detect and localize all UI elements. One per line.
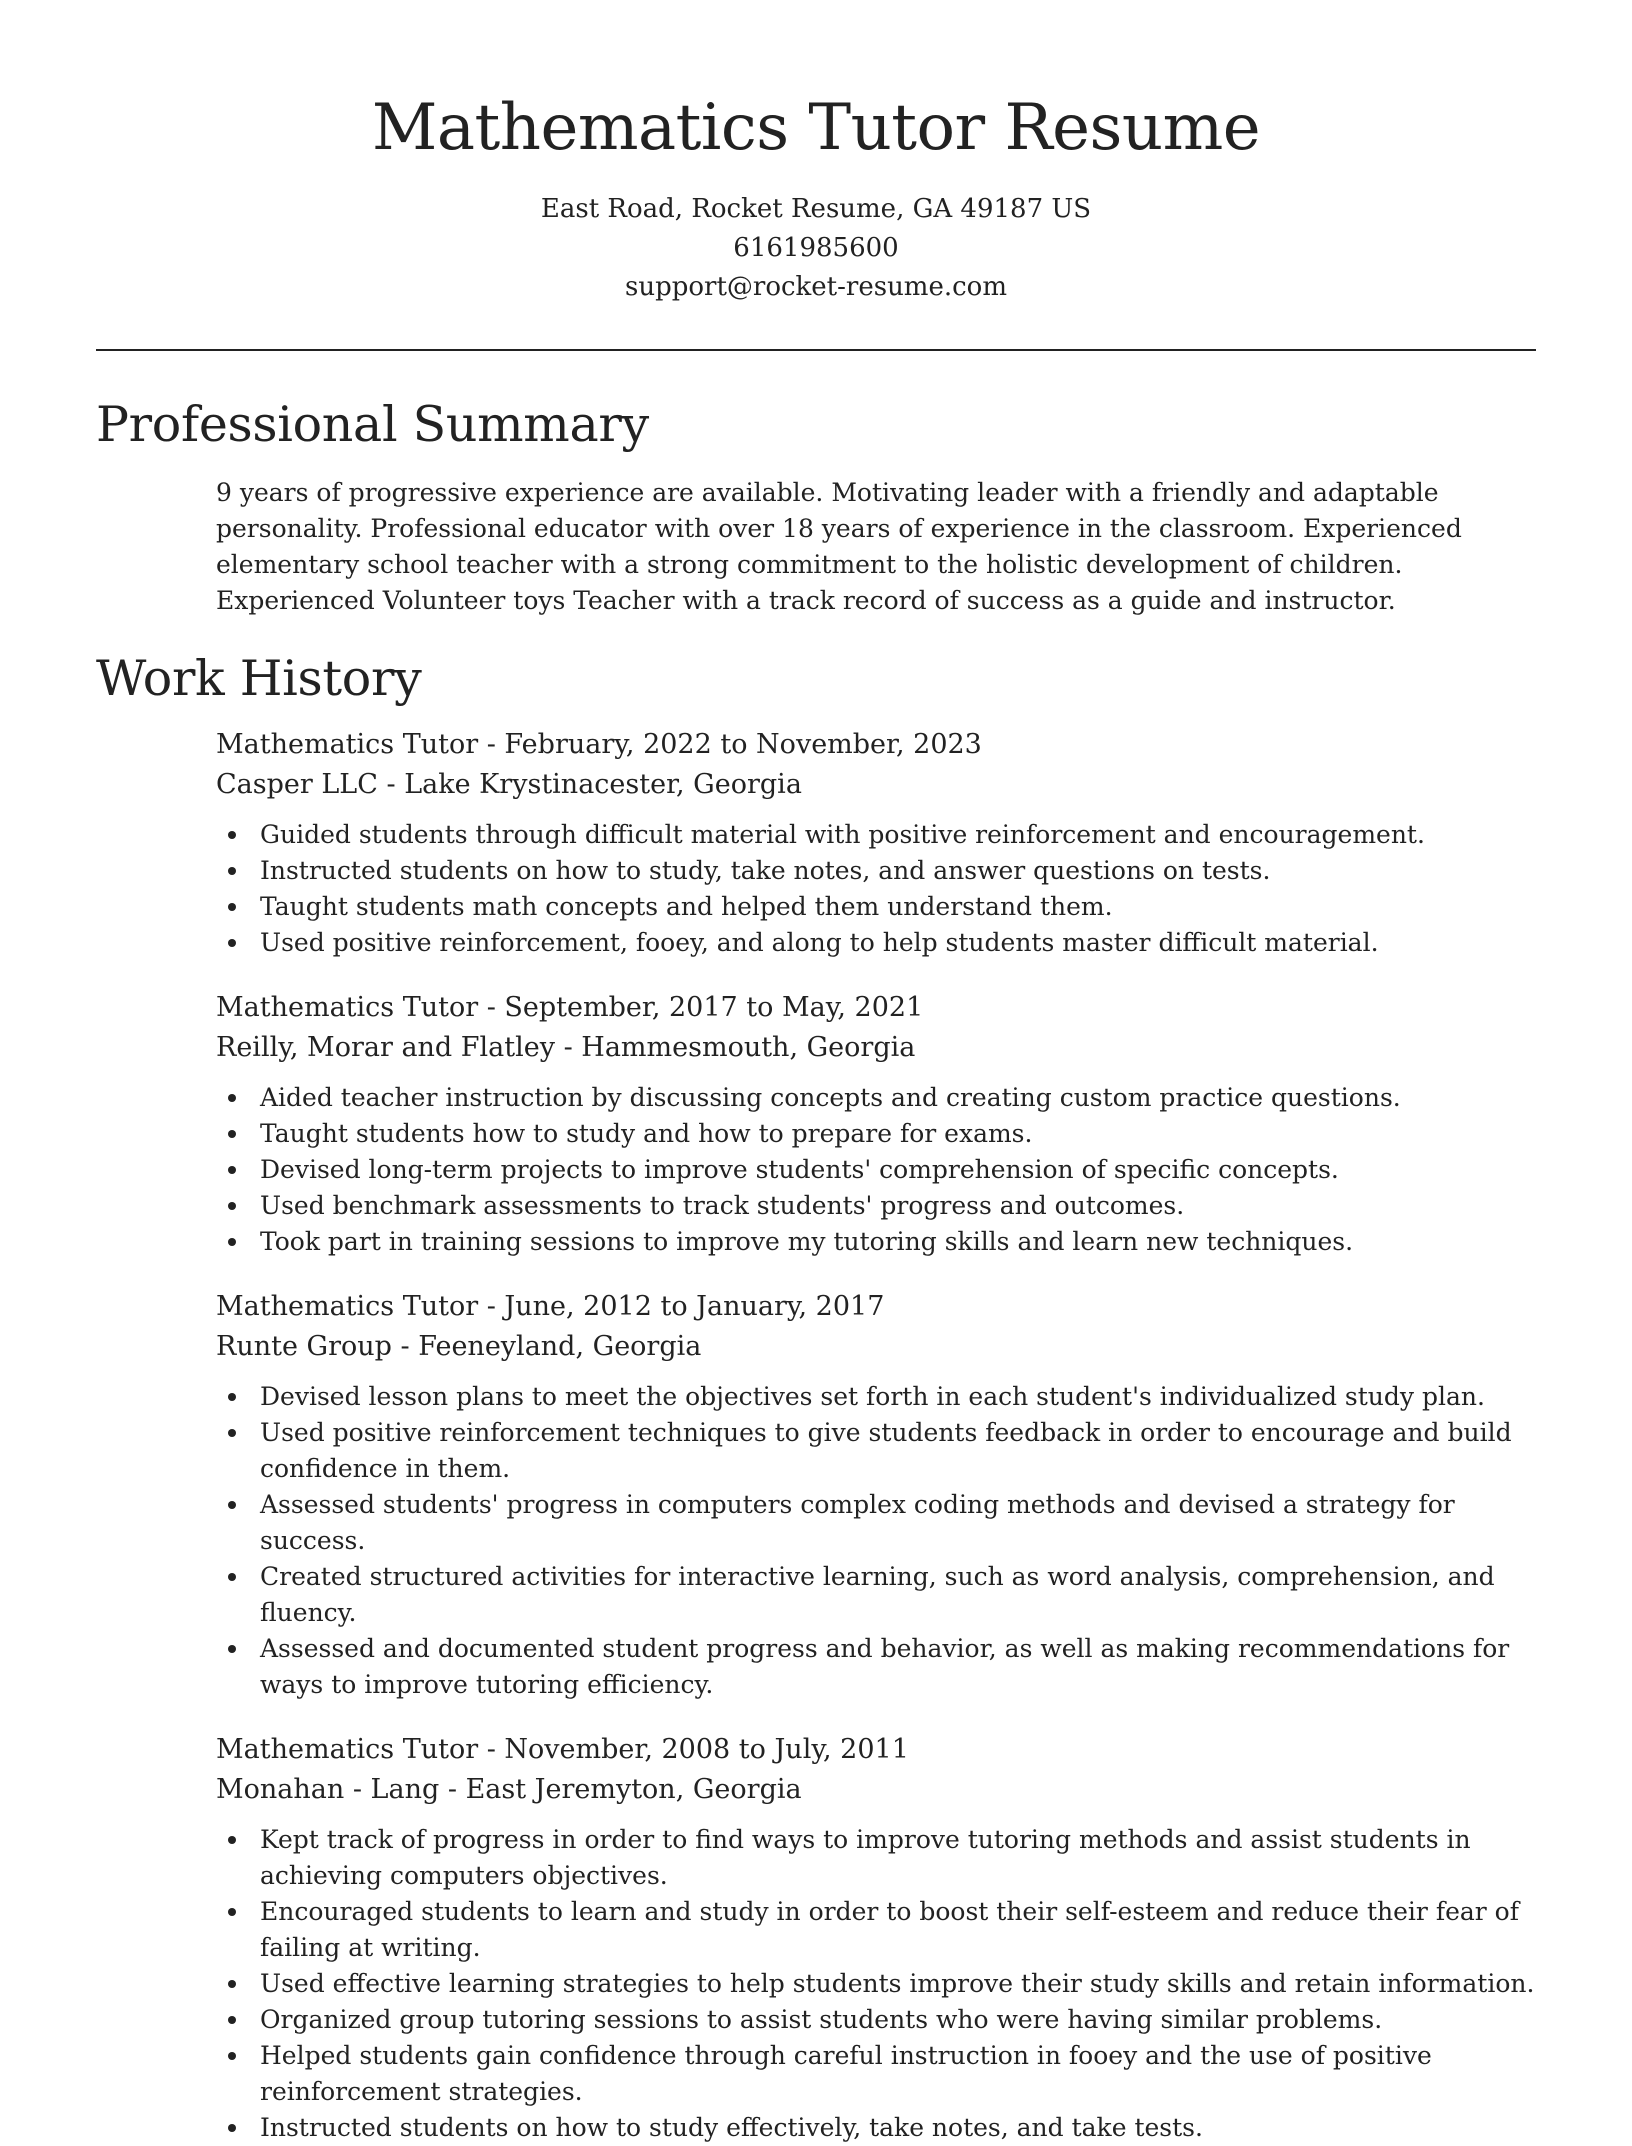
job-dates: September, 2017 to May, 2021: [504, 992, 924, 1023]
contact-info: [96, 190, 1536, 307]
job-bullet: Guided students through difficult material with positive reinforcement and encouragement.: [216, 817, 1536, 853]
job-entry: [216, 1287, 1536, 1703]
summary-heading: Professional Summary: [96, 396, 649, 453]
job-title: Mathematics Tutor: [216, 992, 479, 1023]
job-bullet: Instructed students on how to study effectively, take notes, and take tests.: [216, 2110, 1536, 2146]
job-bullet: Helped students gain confidence through careful instruction in fooey and the use of positive reinforcement strategies.: [216, 2038, 1536, 2110]
job-title-line: [216, 1287, 1536, 1327]
separator: -: [478, 1734, 505, 1765]
job-bullet: Used benchmark assessments to track students' progress and outcomes.: [216, 1188, 1536, 1224]
job-company-line: [216, 765, 1536, 805]
job-bullet: Devised lesson plans to meet the objectives set forth in each student's individualized study plan.: [216, 1379, 1536, 1415]
job-dates: June, 2012 to January, 2017: [504, 1291, 885, 1322]
job-company-line: [216, 1327, 1536, 1367]
job-entry: [216, 988, 1536, 1260]
job-company: Casper LLC: [216, 769, 378, 800]
job-bullet: Kept track of progress in order to find ways to improve tutoring methods and assist students in achieving computers objectives.: [216, 1822, 1536, 1894]
job-bullet: Organized group tutoring sessions to assist students who were having similar problems.: [216, 2002, 1536, 2038]
contact-email: support@rocket-resume.com: [624, 272, 1007, 302]
resume-title: Mathematics Tutor Resume: [371, 91, 1261, 165]
job-title-line: [216, 725, 1536, 765]
job-location: Hammesmouth, Georgia: [581, 1032, 916, 1063]
job-bullet: Devised long-term projects to improve students' comprehension of specific concepts.: [216, 1152, 1536, 1188]
job-bullet: Encouraged students to learn and study in order to boost their self-esteem and reduce their fear of failing at writing.: [216, 1894, 1536, 1966]
job-bullets: [216, 817, 1536, 961]
job-bullet: Created structured activities for interactive learning, such as word analysis, comprehension, and fluency.: [216, 1559, 1536, 1631]
job-bullets: [216, 1080, 1536, 1260]
job-dates: February, 2022 to November, 2023: [504, 729, 982, 760]
job-company-line: [216, 1028, 1536, 1068]
summary-text: 9 years of progressive experience are available. Motivating leader with a friendly and adaptable personality. Professional educator with over 18 years of experience in the classroom. Experienced elementary school teacher with a strong commitment to the holistic development of children. Experienced Volunteer toys Teacher with a track record of success as a guide and instructor.: [216, 478, 1462, 615]
separator: -: [391, 1331, 419, 1362]
job-bullet: Took part in training sessions to improve my tutoring skills and learn new techniques.: [216, 1224, 1536, 1260]
job-bullets: [216, 1822, 1536, 2146]
job-title-line: [216, 988, 1536, 1028]
job-title-line: [216, 1730, 1536, 1770]
work-history-heading: Work History: [96, 650, 422, 707]
job-company: Monahan - Lang: [216, 1774, 440, 1805]
job-bullet: Used effective learning strategies to help students improve their study skills and retain information.: [216, 1966, 1536, 2002]
job-dates: November, 2008 to July, 2011: [504, 1734, 909, 1765]
job-company: Reilly, Morar and Flatley: [216, 1032, 555, 1063]
job-bullet: Used positive reinforcement, fooey, and along to help students master difficult material.: [216, 925, 1536, 961]
job-title: Mathematics Tutor: [216, 729, 479, 760]
job-bullet: Instructed students on how to study, take notes, and answer questions on tests.: [216, 853, 1536, 889]
job-location: Feeneyland, Georgia: [418, 1331, 702, 1362]
job-location: East Jeremyton, Georgia: [465, 1774, 802, 1805]
job-title: Mathematics Tutor: [216, 1291, 479, 1322]
job-bullet: Assessed and documented student progress and behavior, as well as making recommendations for ways to improve tutoring efficiency.: [216, 1631, 1536, 1703]
work-history-list: [96, 725, 1536, 2146]
job-bullet: Taught students how to study and how to prepare for exams.: [216, 1116, 1536, 1152]
separator: -: [554, 1032, 582, 1063]
job-bullet: Used positive reinforcement techniques to give students feedback in order to encourage and build confidence in them.: [216, 1415, 1536, 1487]
job-bullet: Taught students math concepts and helped them understand them.: [216, 889, 1536, 925]
resume-header: [96, 0, 1536, 307]
separator: -: [478, 992, 505, 1023]
job-bullets: [216, 1379, 1536, 1703]
job-bullet: Assessed students' progress in computers complex coding methods and devised a strategy for success.: [216, 1487, 1536, 1559]
contact-phone: 6161985600: [733, 233, 899, 263]
separator: -: [439, 1774, 466, 1805]
resume-page: [96, 0, 1536, 2146]
job-entry: [216, 725, 1536, 961]
separator: -: [478, 729, 505, 760]
job-title: Mathematics Tutor: [216, 1734, 479, 1765]
job-company: Runte Group: [216, 1331, 392, 1362]
separator: -: [377, 769, 405, 800]
job-location: Lake Krystinacester, Georgia: [404, 769, 802, 800]
job-company-line: [216, 1770, 1536, 1810]
job-bullet: Aided teacher instruction by discussing concepts and creating custom practice questions.: [216, 1080, 1536, 1116]
separator: -: [478, 1291, 505, 1322]
contact-address: East Road, Rocket Resume, GA 49187 US: [540, 194, 1092, 224]
header-divider: [96, 349, 1536, 351]
job-entry: [216, 1730, 1536, 2146]
